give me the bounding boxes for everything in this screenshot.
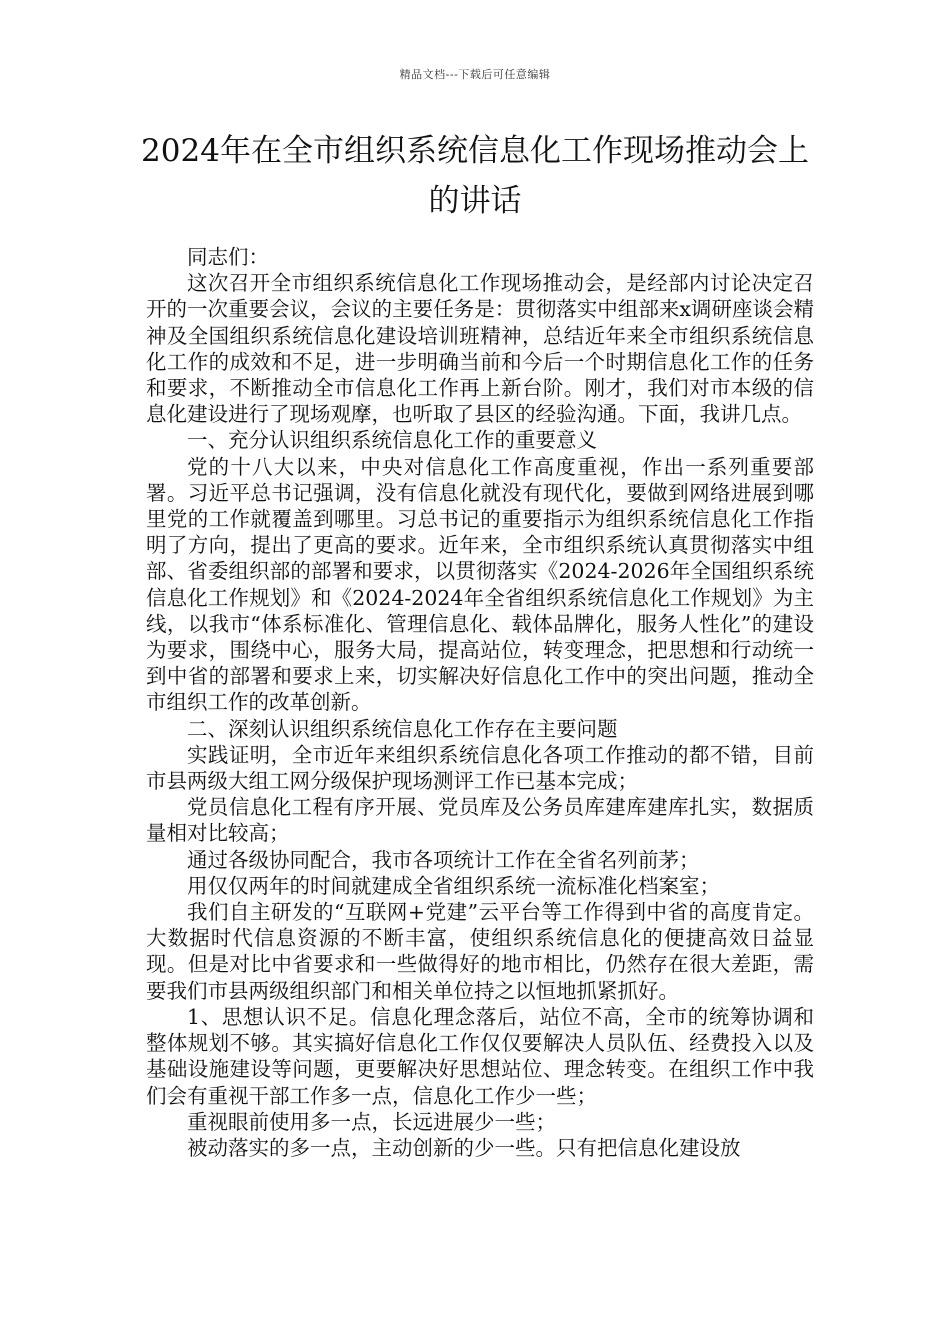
- body-paragraph: 重视眼前使用多一点，长远进展少一些；: [187, 1109, 556, 1134]
- body-paragraph: 通过各级协同配合，我市各项统计工作在全省名列前茅；: [187, 847, 700, 872]
- body-paragraph: 党的十八大以来，中央对信息化工作高度重视，作出一系列重要部署。习近平总书记强调，没有信息化就没有现代化，要做到网络进展到哪里党的工作就覆盖到哪里。习总书记的重要指示为组织系统信息化工作指明了方向，提出了更高的要求。近年来，全市组织系统认真贯彻落实中组部、省委组织部的部署和要求，以贯彻落实《2024-2026年全国组织系统信息化工作规划》和《2024-2024年全省组织系统信息化工作规划》为主线，以我市“体系标准化、管理信息化、载体品牌化，服务人性化”的建设为要求，围绕中心，服务大局，提高站位，转变理念，把思想和行动统一到中省的部署和要求上来，切实解决好信息化工作中的突出问题，推动全市组织工作的改革创新。: [146, 454, 814, 715]
- section-heading: 二、深刻认识组织系统信息化工作存在主要问题: [187, 716, 618, 741]
- body-paragraph: 实践证明，全市近年来组织系统信息化各项工作推动的都不错，目前市县两级大组工网分级保护现场测评工作已基本完成；: [146, 742, 814, 794]
- body-paragraph: 同志们：: [187, 245, 269, 269]
- section-heading: 一、充分认识组织系统信息化工作的重要意义: [187, 428, 597, 453]
- document-body: [146, 244, 814, 1161]
- body-paragraph: 这次召开全市组织系统信息化工作现场推动会，是经部内讨论决定召开的一次重要会议，会议的主要任务是：贯彻落实中组部来x调研座谈会精神及全国组织系统信息化建设培训班精神，总结近年来全市组织系统信息化工作的成效和不足，进一步明确当前和今后一个时期信息化工作的任务和要求，不断推动全市信息化工作再上新台阶。刚才，我们对市本级的信息化建设进行了现场观摩，也听取了县区的经验沟通。下面，我讲几点。: [146, 271, 814, 427]
- body-paragraph: 被动落实的多一点，主动创新的少一些。只有把信息化建设放: [187, 1135, 741, 1160]
- header-note: 精品文档---下载后可任意编辑: [399, 68, 551, 81]
- body-paragraph: 1、思想认识不足。信息化理念落后，站位不高，全市的统筹协调和整体规划不够。其实搞好信息化工作仅仅要解决人员队伍、经费投入以及基础设施建设等问题，更要解决好思想站位、理念转变。在组织工作中我们会有重视干部工作多一点，信息化工作少一些；: [146, 1004, 814, 1108]
- body-paragraph: 用仅仅两年的时间就建成全省组织系统一流标准化档案室；: [187, 873, 720, 898]
- body-paragraph: 我们自主研发的“互联网+党建”云平台等工作得到中省的高度肯定。大数据时代信息资源的不断丰富，使组织系统信息化的便捷高效日益显现。但是对比中省要求和一些做得好的地市相比，仍然存在很大差距，需要我们市县两级组织部门和相关单位持之以恒地抓紧抓好。: [146, 900, 814, 1003]
- body-paragraph: 党员信息化工程有序开展、党员库及公务员库建库建库扎实，数据质量相对比较高；: [146, 795, 814, 846]
- document-title: 2024年在全市组织系统信息化工作现场推动会上的讲话: [141, 133, 809, 219]
